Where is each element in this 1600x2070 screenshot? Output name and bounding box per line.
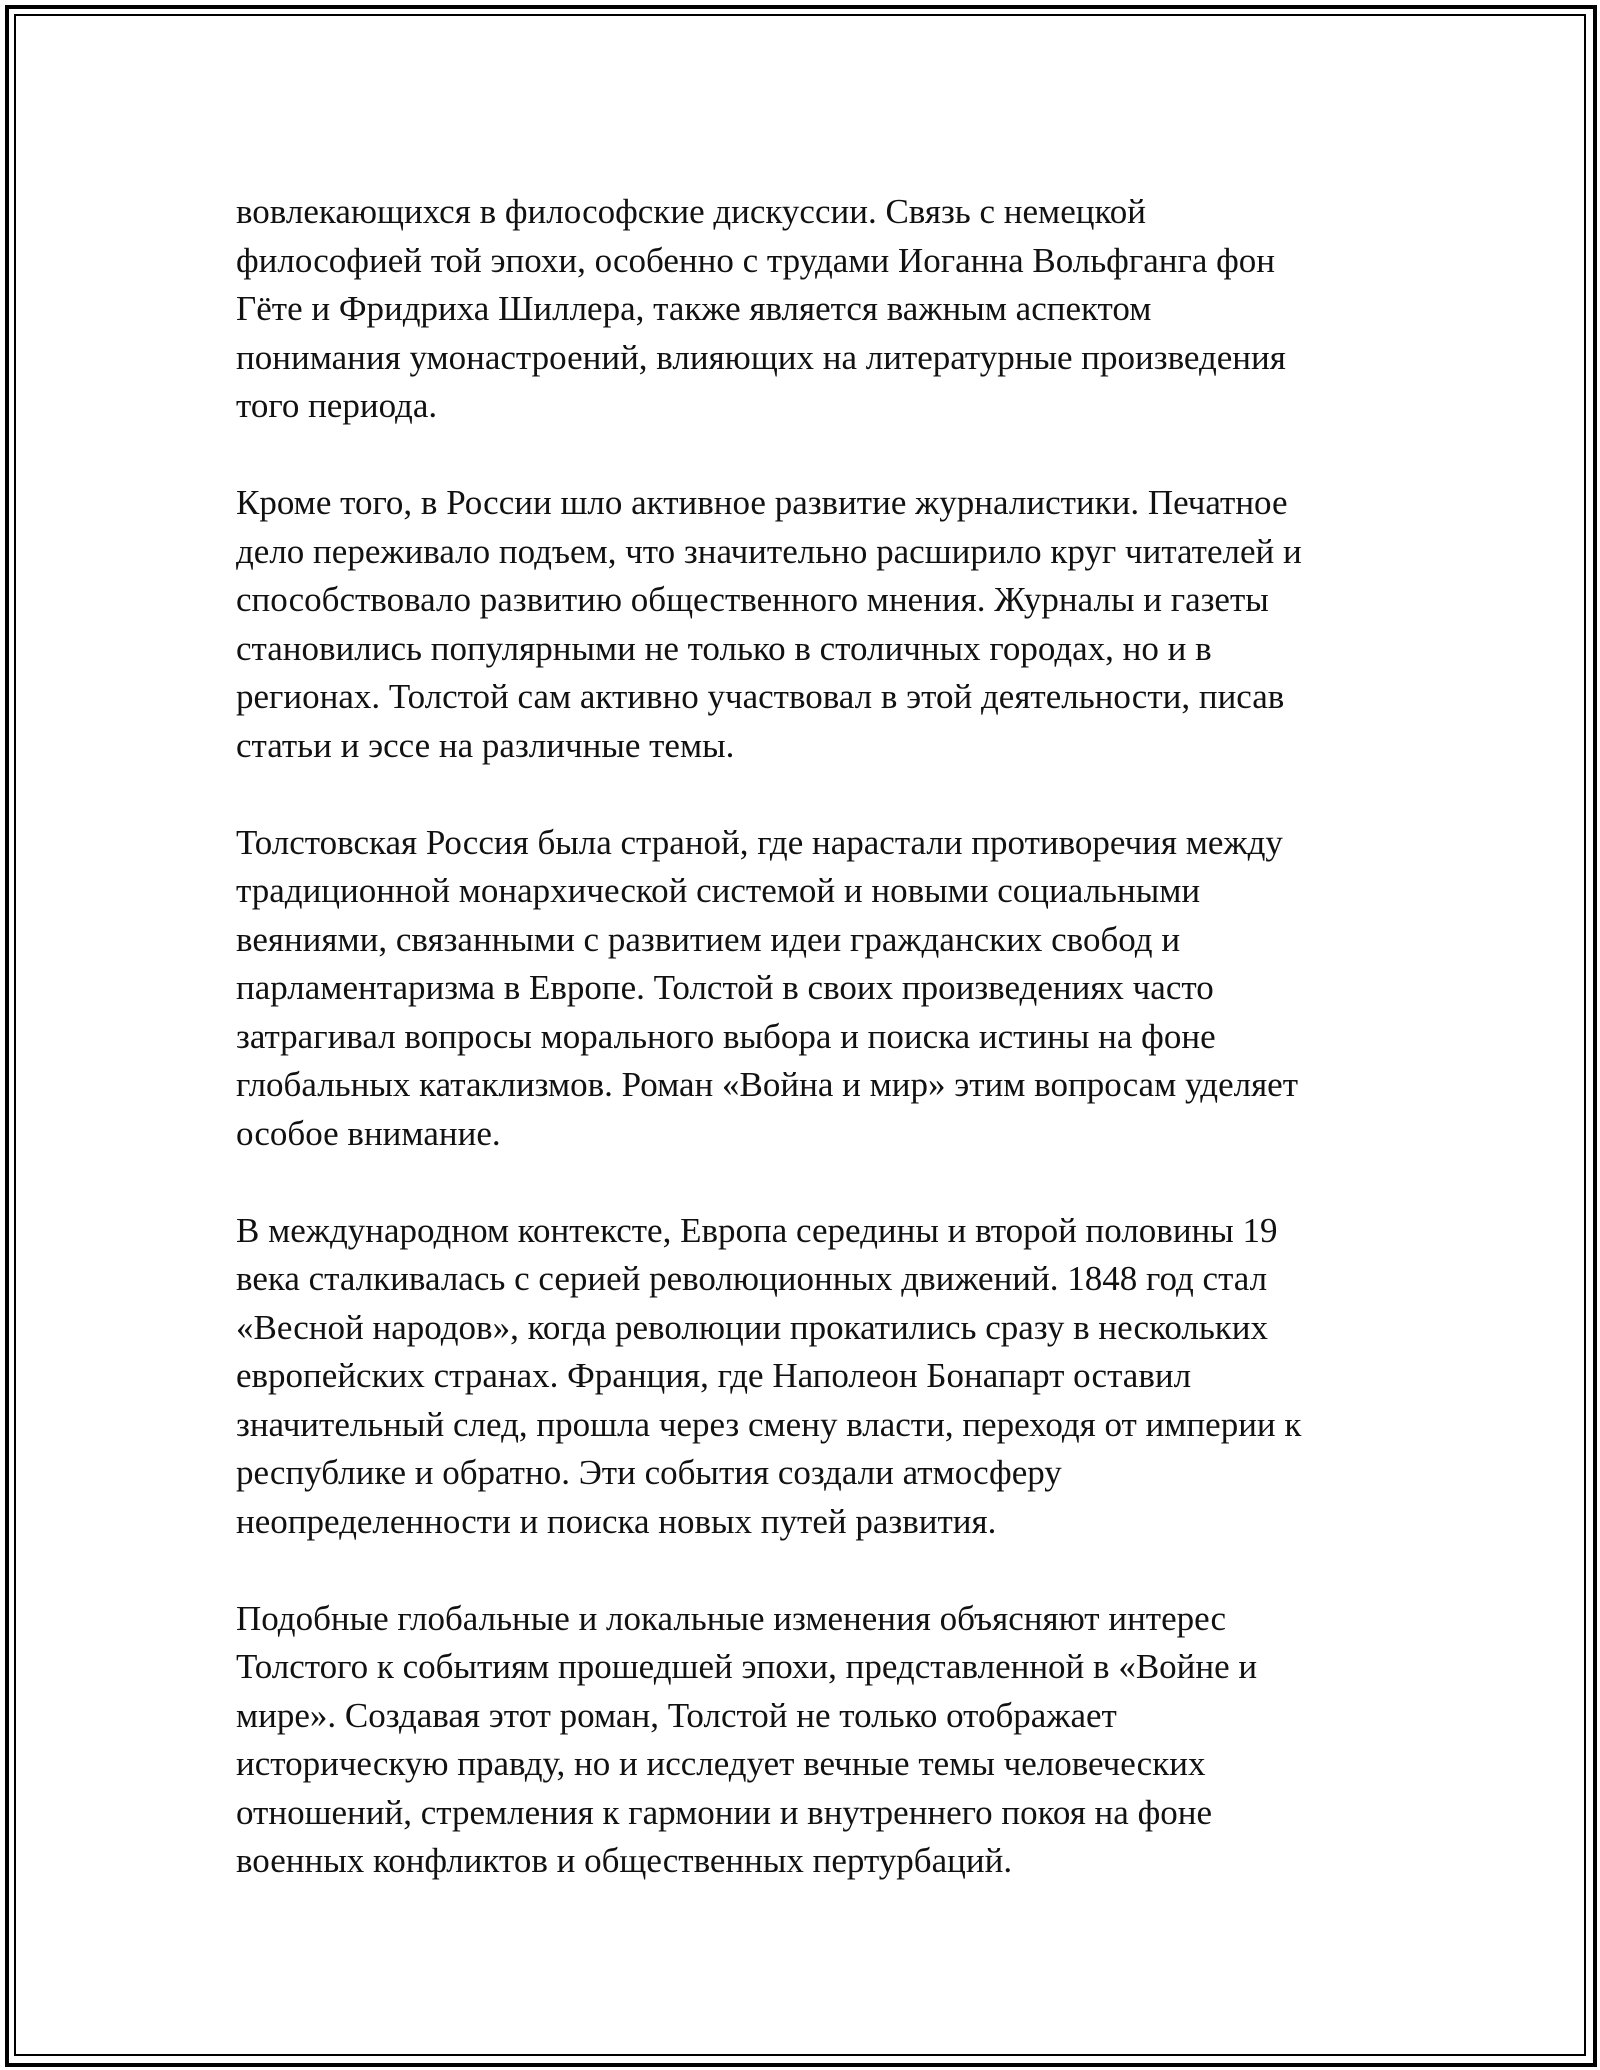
paragraph-3: Толстовская Россия была страной, где нарастали противоречия между традиционной монархической системой и новыми социальными веяниями, связанными с развитием идеи гражданских свобод и парламентаризма в Европе. Толстой в своих произведениях часто затрагивал вопросы морального выбора и поиска истины на фоне глобальных катаклизмов. Роман «Война и мир» этим вопросам уделяет особое внимание. bbox=[236, 822, 1298, 1153]
paragraph-2: Кроме того, в России шло активное развитие журналистики. Печатное дело переживало подъем, что значительно расширило круг читателей и способствовало развитию общественного мнения. Журналы и газеты становились популярными не только в столичных городах, но и в регионах. Толстой сам активно участвовал в этой деятельности, писав статьи и эссе на различные темы. bbox=[236, 483, 1302, 765]
paragraph-4: В международном контексте, Европа середины и второй половины 19 века сталкивалась с серией революционных движений. 1848 год стал «Весной народов», когда революции прокатились сразу в нескольких европейских странах. Франция, где Наполеон Бонапарт оставил значительный след, прошла через смену власти, переходя от империи к республике и обратно. Эти события создали атмосферу неопределенности и поиска новых путей развития. bbox=[236, 1210, 1302, 1541]
document-body bbox=[236, 188, 1376, 1934]
paragraph-5: Подобные глобальные и локальные изменения объясняют интерес Толстого к событиям прошедшей эпохи, представленной в «Войне и мире». Создавая этот роман, Толстой не только отображает историческую правду, но и исследует вечные темы человеческих отношений, стремления к гармонии и внутреннего покоя на фоне военных конфликтов и общественных пертурбаций. bbox=[236, 1598, 1258, 1880]
paragraph-1: вовлекающихся в философские дискуссии. Связь с немецкой философией той эпохи, особенно с трудами Иоганна Вольфганга фон Гёте и Фридриха Шиллера, также является важным аспектом понимания умонастроений, влияющих на литературные произведения того периода. bbox=[236, 192, 1286, 425]
